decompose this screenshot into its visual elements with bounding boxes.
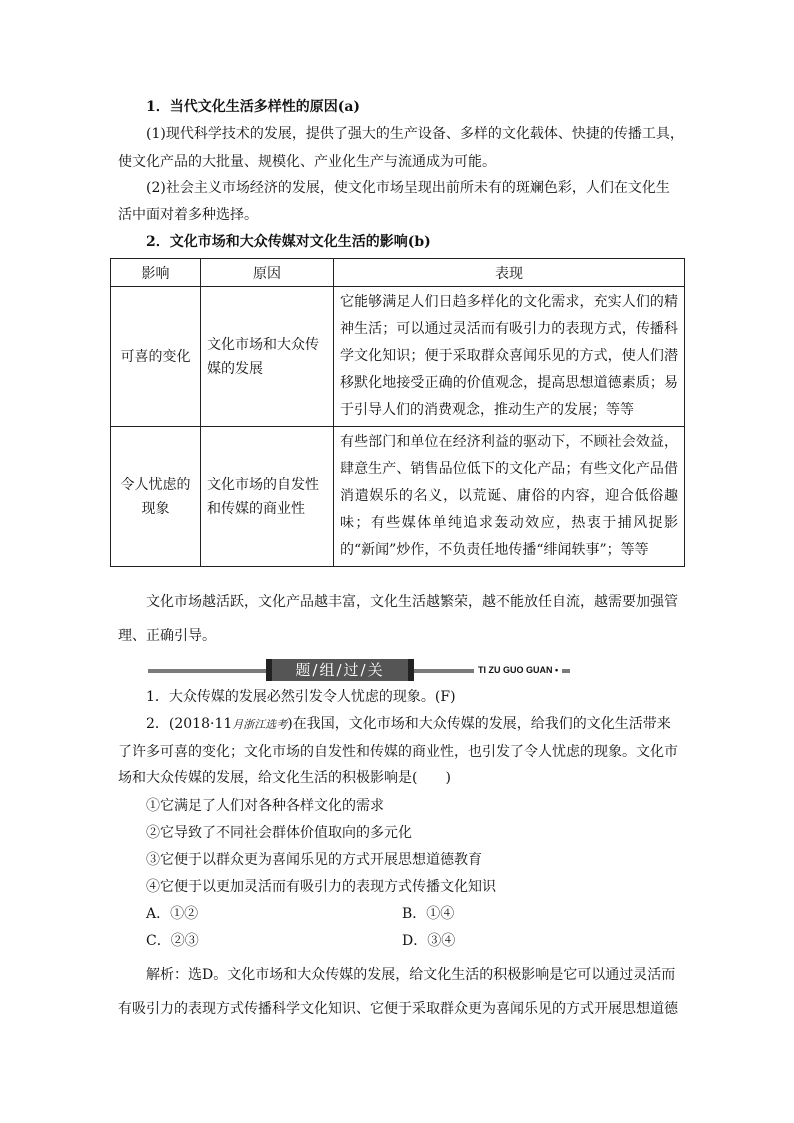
table-header-row bbox=[111, 259, 685, 287]
table-row bbox=[111, 427, 685, 567]
option-a: A．①② bbox=[146, 906, 199, 922]
row1-cause-line2: 媒的发展 bbox=[207, 360, 263, 377]
row2-cause-line1: 文化市场的自发性 bbox=[207, 476, 319, 493]
row2-effect-line1: 令人忧虑的 bbox=[120, 476, 191, 493]
question-2-line2: 了许多可喜的变化；文化市场的自发性和传媒的商业性，也引发了令人忧虑的现象。文化市 bbox=[118, 744, 678, 760]
row2-cause bbox=[201, 427, 334, 567]
row2-desc: 有些部门和单位在经济利益的驱动下，不顾社会效益，肆意生产、销售品位低下的文化产品；有些文化产品借消遣娱乐的名义，以荒诞、庸俗的内容，迎合低俗趣味；有些媒体单纯追求轰动效应，热衷于捕风捉影的“新闻”炒作，不负责任地传播“绯闻轶事”；等等 bbox=[334, 427, 685, 567]
section1-para1-line1: (1)现代科学技术的发展，提供了强大的生产设备、多样的文化载体、快捷的传播工具， bbox=[146, 126, 684, 142]
exercise-banner bbox=[148, 659, 570, 681]
note-line1: 文化市场越活跃，文化产品越丰富，文化生活越繁荣，越不能放任自流，越需要加强管 bbox=[146, 594, 678, 610]
row2-effect-line2: 现象 bbox=[141, 500, 170, 517]
row2-cause-line2: 和传媒的商业性 bbox=[207, 500, 305, 517]
option-d: D．③④ bbox=[402, 933, 456, 949]
header-manifestation: 表现 bbox=[334, 259, 685, 287]
statement-3: ③它便于以群众更为喜闻乐见的方式开展思想道德教育 bbox=[146, 852, 482, 868]
question-2-number: 2．(2018·11 bbox=[146, 716, 233, 732]
row1-effect-text: 可喜的变化 bbox=[120, 348, 191, 365]
question-2-source: 月浙江选考 bbox=[232, 718, 288, 731]
analysis-line1: 解析：选D。文化市场和大众传媒的发展，给文化生活的积极影响是它可以通过灵活而 bbox=[146, 967, 676, 983]
note-line2: 理、正确引导。 bbox=[118, 628, 216, 644]
row1-cause-line1: 文化市场和大众传 bbox=[207, 336, 319, 353]
question-1: 1．大众传媒的发展必然引发令人忧虑的现象。(F) bbox=[146, 689, 456, 705]
table-row bbox=[111, 287, 685, 427]
option-c: C．②③ bbox=[146, 933, 199, 949]
question-2-line1-text: )在我国，文化市场和大众传媒的发展，给我们的文化生活带来 bbox=[287, 716, 671, 732]
section1-heading: 1．当代文化生活多样性的原因(a) bbox=[146, 99, 361, 115]
row2-effect bbox=[111, 427, 201, 567]
row1-effect bbox=[111, 287, 201, 427]
analysis-line2: 有吸引力的表现方式传播科学文化知识、它便于采取群众更为喜闻乐见的方式开展思想道德 bbox=[118, 1001, 678, 1017]
banner-title: 题/组/过/关 bbox=[266, 659, 414, 681]
influence-table bbox=[110, 258, 685, 567]
section1-para2-line1: (2)社会主义市场经济的发展，使文化市场呈现出前所未有的斑斓色彩，人们在文化生 bbox=[146, 180, 670, 196]
header-cause: 原因 bbox=[201, 259, 334, 287]
question-2-line1 bbox=[146, 714, 671, 735]
row1-desc: 它能够满足人们日趋多样化的文化需求，充实人们的精神生活；可以通过灵活而有吸引力的表现方式，传播科学文化知识；便于采取群众喜闻乐见的方式，使人们潜移默化地接受正确的价值观念，提高思想道德素质；易于引导人们的消费观念，推动生产的发展；等等 bbox=[334, 287, 685, 427]
row1-cause bbox=[201, 287, 334, 427]
banner-subtitle: TI ZU GUO GUAN • bbox=[474, 662, 562, 678]
section1-para2-line2: 活中面对着多种选择。 bbox=[118, 207, 258, 223]
statement-1: ①它满足了人们对各种各样文化的需求 bbox=[146, 798, 384, 814]
statement-2: ②它导致了不同社会群体价值取向的多元化 bbox=[146, 825, 412, 841]
header-effect: 影响 bbox=[111, 259, 201, 287]
section1-para1-line2: 使文化产品的大批量、规模化、产业化生产与流通成为可能。 bbox=[118, 154, 496, 170]
section2-heading: 2．文化市场和大众传媒对文化生活的影响(b) bbox=[146, 234, 431, 250]
option-b: B．①④ bbox=[402, 906, 455, 922]
statement-4: ④它便于以更加灵活而有吸引力的表现方式传播文化知识 bbox=[146, 879, 496, 895]
question-2-line3: 场和大众传媒的发展，给文化生活的积极影响是( ) bbox=[118, 770, 451, 786]
